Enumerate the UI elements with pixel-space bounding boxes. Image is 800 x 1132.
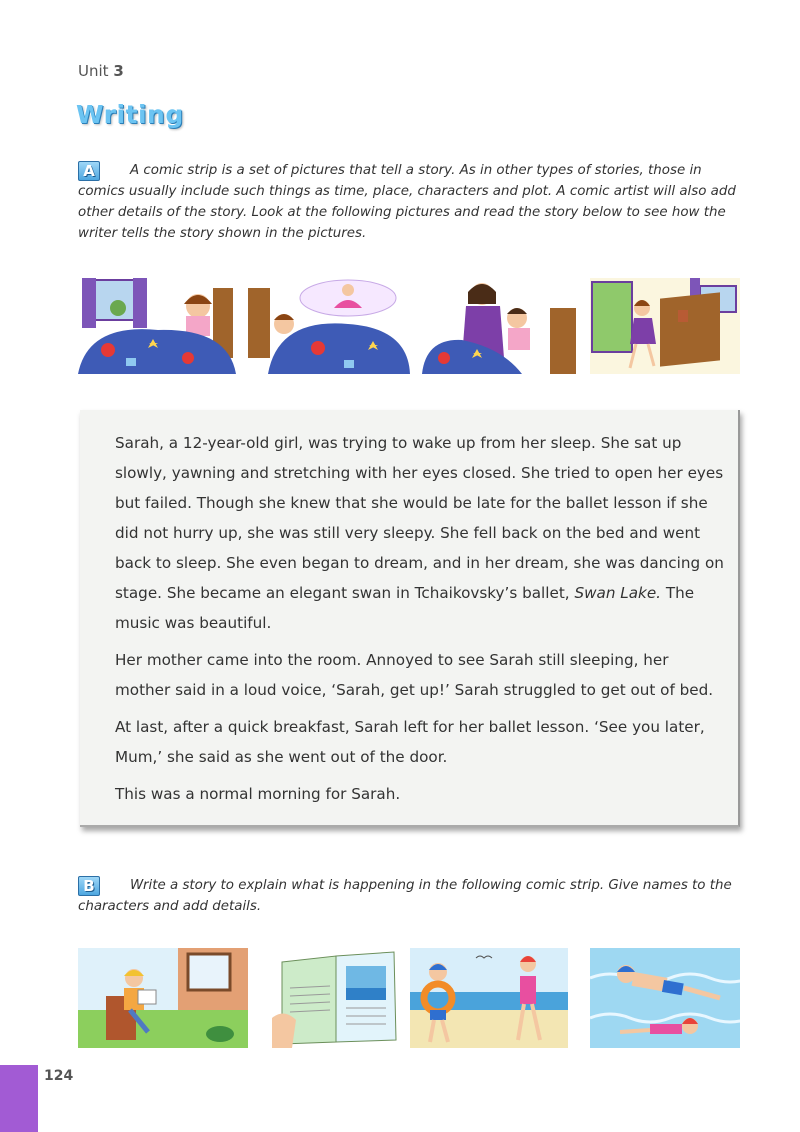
section-b-badge: B <box>78 876 100 896</box>
story-paragraph-3: At last, after a quick breakfast, Sarah left for her ballet lesson. ‘See you later, Mum,’ she said as she went out of the door. <box>115 718 705 766</box>
story-text <box>115 428 725 816</box>
ballet-title: Swan Lake. <box>574 584 662 602</box>
unit-label <box>78 62 124 80</box>
comic-panel-dream <box>248 278 410 374</box>
unit-word: Unit <box>78 62 109 80</box>
section-a-instruction <box>78 160 744 244</box>
section-a-text: A comic strip is a set of pictures that tell a story. As in other types of stories, those in comics usually include such things as time, place, characters and plot. A comic artist will also add other details of the story. Look at the following pictures and read the story below to see how the writer tells the story shown in the pictures. <box>78 163 736 241</box>
comic-strip-a <box>78 278 740 374</box>
comic-panel-wake-up <box>78 278 236 374</box>
page-number: 124 <box>44 1068 74 1084</box>
story-p1-end: The music was beautiful. <box>115 584 695 632</box>
story-paragraph-4: This was a normal morning for Sarah. <box>115 785 401 803</box>
comic-panel-beach <box>410 948 568 1048</box>
comic-panel-mother <box>422 278 576 374</box>
section-a-badge: A <box>78 161 100 181</box>
comic-strip-b <box>78 948 740 1048</box>
story-paragraph-1 <box>115 428 725 638</box>
page-side-bar <box>0 1065 38 1132</box>
section-b-instruction <box>78 875 738 917</box>
comic-panel-leaving <box>590 278 740 374</box>
comic-panel-swimming <box>590 948 740 1048</box>
story-p1-text: Sarah, a 12-year-old girl, was trying to wake up from her sleep. She sat up slowly, yawning and stretching with her eyes closed. She tried to open her eyes but failed. Though she knew that she would be late for the ballet lesson if she did not hurry up, she was still very sleepy. She fell back on the bed and went back to sleep. She even began to dream, and in her dream, she was dancing on stage. She became an elegant swan in Tchaikovsky’s ballet, <box>115 434 724 602</box>
comic-panel-book <box>272 948 402 1048</box>
page-title: Writing <box>76 100 184 129</box>
story-paragraph-2: Her mother came into the room. Annoyed to see Sarah still sleeping, her mother said in a loud voice, ‘Sarah, get up!’ Sarah struggled to get out of bed. <box>115 651 714 699</box>
comic-panel-reading-outside <box>78 948 248 1048</box>
unit-number: 3 <box>113 62 124 80</box>
section-b-text: Write a story to explain what is happening in the following comic strip. Give names to the characters and add details. <box>78 878 732 914</box>
